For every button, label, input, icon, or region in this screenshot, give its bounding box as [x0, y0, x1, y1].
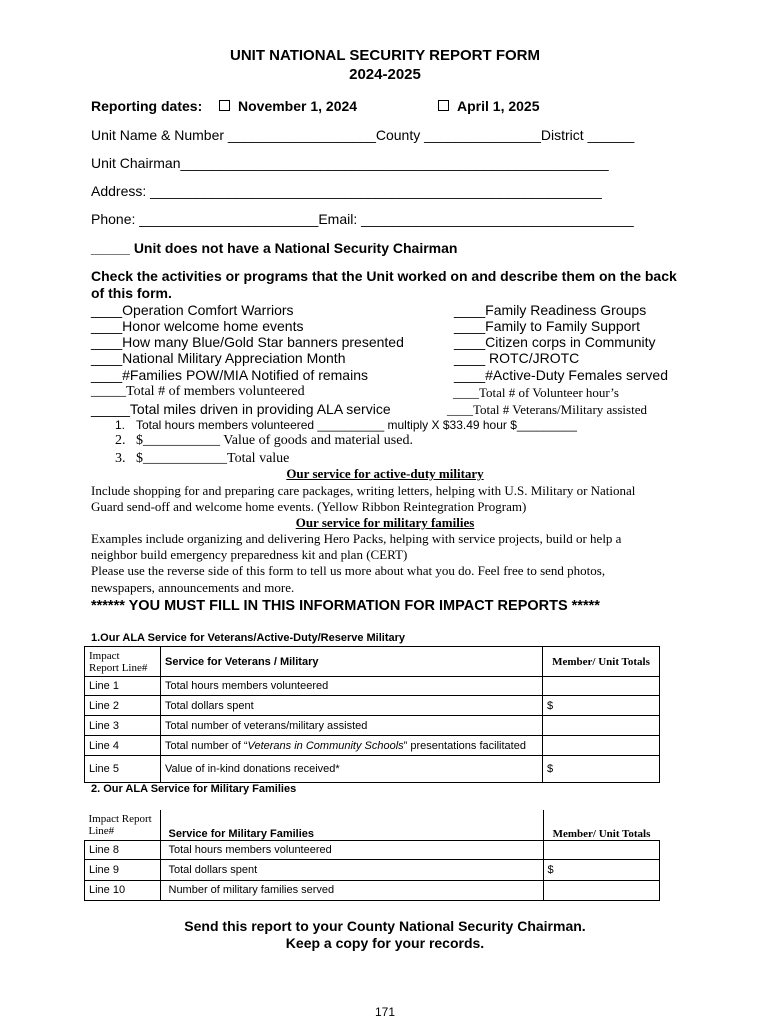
table-row — [85, 736, 660, 756]
table-row — [85, 756, 660, 783]
activity-left-1[interactable]: ____Operation Comfort Warriors — [91, 302, 294, 318]
reporting-date-nov[interactable] — [219, 98, 357, 114]
page-number: 171 — [374, 1005, 396, 1019]
table-cell-total[interactable] — [543, 716, 660, 736]
total-veterans-assisted[interactable]: ____Total # Veterans/Military assisted — [447, 402, 647, 417]
table-cell-service: Total hours members volunteered — [160, 840, 543, 859]
table-cell-service: Total number of veterans/military assisted — [161, 716, 543, 736]
unit-name-field[interactable]: Unit Name & Number ___________________County _______________District ______ — [91, 127, 635, 143]
table-row — [85, 716, 660, 736]
table-row — [85, 677, 660, 696]
reporting-date-nov-label: November 1, 2024 — [238, 98, 358, 114]
activity-right-4[interactable]: ____ ROTC/JROTC — [454, 350, 580, 366]
table-header-line-2: Report Line# — [89, 661, 148, 674]
item-2-goods-value[interactable]: $___________ Value of goods and material used. — [136, 433, 413, 448]
table-header-totals: Member/ Unit Totals — [543, 647, 660, 677]
item-2-number: 2. — [115, 433, 126, 448]
item-1-hours-calc[interactable]: Total hours members volunteered __________ multiply X $33.49 hour $_________ — [136, 418, 577, 432]
activity-right-5[interactable]: ____#Active-Duty Females served — [454, 367, 668, 383]
table-cell-service: Total dollars spent — [160, 859, 543, 880]
table-cell-total[interactable]: $ — [543, 859, 660, 880]
checkbox-icon[interactable] — [438, 100, 449, 111]
table-cell-service: Total hours members volunteered — [161, 677, 543, 696]
reporting-date-apr[interactable] — [438, 98, 540, 114]
active-duty-heading: Our service for active-duty military — [286, 466, 484, 481]
item-3-number: 3. — [115, 451, 126, 466]
table-cell-total[interactable]: $ — [543, 756, 660, 783]
form-title: UNIT NATIONAL SECURITY REPORT FORM — [229, 47, 540, 64]
impact-notice: ****** YOU MUST FILL IN THIS INFORMATION FOR IMPACT REPORTS ***** — [91, 598, 600, 614]
families-text-3: Please use the reverse side of this form to tell us more about what you do. Feel free to send photos, — [91, 563, 606, 578]
families-text-1: Examples include organizing and delivering Hero Packs, helping with service projects, build or help a — [91, 531, 622, 546]
table-header-line-1: Impact — [89, 649, 120, 662]
table-cell-line: Line 1 — [85, 677, 161, 696]
table2-caption: 2. Our ALA Service for Military Families — [91, 783, 297, 795]
phone-email-field[interactable]: Phone: _______________________Email: ___________________________________ — [91, 211, 634, 227]
no-chairman-field[interactable]: _____ Unit does not have a National Security Chairman — [91, 240, 458, 256]
table-header-row — [85, 647, 660, 677]
activities-intro: Check the activities or programs that the Unit worked on and describe them on the back — [91, 268, 677, 284]
table-cell-service: Total dollars spent — [161, 696, 543, 716]
table-header-row — [85, 810, 660, 840]
unit-chairman-field[interactable]: Unit Chairman_______________________________________________________ — [91, 155, 609, 171]
activity-left-5[interactable]: ____#Families POW/MIA Notified of remains — [91, 367, 368, 383]
table-row — [85, 840, 660, 859]
veterans-impact-table — [84, 646, 660, 783]
table-cell-service — [161, 736, 543, 756]
table-header-line-2: Line# — [88, 825, 115, 837]
table-cell-line: Line 2 — [85, 696, 161, 716]
table-cell-line: Line 10 — [85, 880, 161, 900]
total-volunteer-hours[interactable]: ____Total # of Volunteer hour’s — [453, 385, 619, 400]
table-cell-total[interactable] — [543, 840, 660, 859]
table-cell-line: Line 4 — [85, 736, 161, 756]
table-row — [85, 880, 660, 900]
table-header-service: Service for Military Families — [160, 810, 543, 840]
footer-send-report: Send this report to your County National Security Chairman. — [184, 918, 586, 934]
table-cell-line: Line 8 — [85, 840, 161, 859]
activity-right-3[interactable]: ____Citizen corps in Community — [454, 334, 656, 350]
service-text-post: ” presentations facilitated — [403, 739, 526, 752]
item-3-total-value[interactable]: $____________Total value — [136, 451, 290, 466]
form-year: 2024-2025 — [349, 66, 421, 83]
table-cell-total[interactable]: $ — [543, 696, 660, 716]
families-text-4: newspapers, announcements and more. — [91, 580, 295, 595]
table-cell-line: Line 5 — [85, 756, 161, 783]
table-header-totals: Member/ Unit Totals — [543, 810, 660, 840]
table-header-service: Service for Veterans / Military — [161, 647, 543, 677]
table-header-line — [85, 647, 161, 677]
checkbox-icon[interactable] — [219, 100, 230, 111]
families-text-2: neighbor build emergency preparedness kit and plan (CERT) — [91, 547, 408, 562]
families-heading: Our service for military families — [295, 515, 475, 530]
table-cell-service: Value of in-kind donations received* — [161, 756, 543, 783]
active-duty-text-1: Include shopping for and preparing care packages, writing letters, helping with U.S. Military or National — [91, 483, 636, 498]
total-members-volunteered[interactable]: _____Total # of members volunteered — [91, 384, 305, 399]
footer-keep-copy: Keep a copy for your records. — [285, 935, 485, 951]
table-cell-service: Number of military families served — [160, 880, 543, 900]
service-text-pre: Total number of “ — [165, 739, 248, 752]
table-cell-total[interactable] — [543, 736, 660, 756]
activity-right-1[interactable]: ____Family Readiness Groups — [454, 302, 647, 318]
table-cell-total[interactable] — [543, 880, 660, 900]
address-field[interactable]: Address: __________________________________________________________ — [91, 183, 602, 199]
table-header-line — [85, 810, 161, 840]
activities-intro-2: of this form. — [91, 285, 172, 301]
reporting-dates-label: Reporting dates: — [91, 98, 203, 114]
activity-left-2[interactable]: ____Honor welcome home events — [91, 318, 304, 334]
table-header-line-1: Impact Report — [88, 813, 152, 825]
total-miles-driven[interactable]: _____Total miles driven in providing ALA service — [91, 401, 391, 417]
table-cell-total[interactable] — [543, 677, 660, 696]
service-text-em: Veterans in Community Schools — [247, 739, 404, 752]
reporting-date-apr-label: April 1, 2025 — [457, 98, 540, 114]
table-cell-line: Line 9 — [85, 859, 161, 880]
activity-right-2[interactable]: ____Family to Family Support — [454, 318, 640, 334]
table1-caption: 1.Our ALA Service for Veterans/Active-Duty/Reserve Military — [91, 632, 406, 644]
item-1-number: 1. — [115, 418, 126, 432]
active-duty-text-2: Guard send-off and welcome home events. (Yellow Ribbon Reintegration Program) — [91, 499, 527, 514]
activity-left-3[interactable]: ____How many Blue/Gold Star banners presented — [91, 334, 404, 350]
activity-left-4[interactable]: ____National Military Appreciation Month — [91, 350, 346, 366]
families-impact-table — [84, 810, 660, 901]
table-row — [85, 859, 660, 880]
table-cell-line: Line 3 — [85, 716, 161, 736]
table-row — [85, 696, 660, 716]
